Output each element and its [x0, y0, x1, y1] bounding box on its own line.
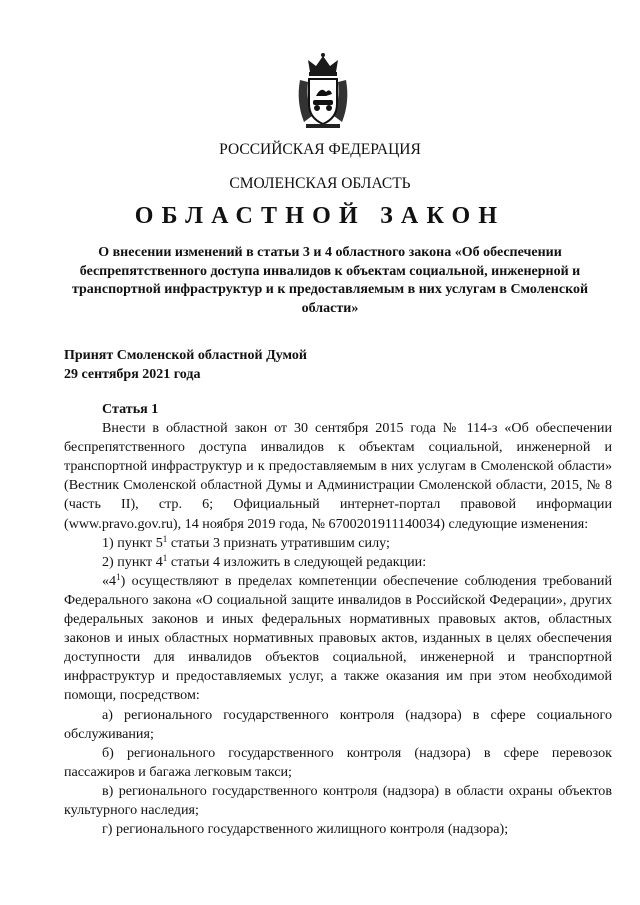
subitem-c: в) регионального государственного контроля (надзора) в области охраны объектов культурного наследия; — [64, 782, 612, 818]
quote-text-b: ) осуществляют в пределах компетенции обеспечение соблюдения требований Федерального закона «О социальной защите инвалидов в Российской Федерации», других федеральных законов и иных федеральных нормативных правовых актов, областных законов и иных областных нормативных правовых актов, изданных в целях обеспечения доступности для инвалидов объектов социальной, инженерной и транспортной инфраструктур и предоставляемых услуг, а также оказания им при этом необходимой помощи, посредством: — [64, 572, 612, 704]
subitem-b: б) регионального государственного контроля (надзора) в сфере перевозок пассажиров и багажа легковым такси; — [64, 744, 612, 780]
item-1-sup: 1 — [162, 533, 168, 544]
federation-heading: РОССИЙСКАЯ ФЕДЕРАЦИЯ — [219, 141, 421, 158]
quote-text-a: «4 — [102, 572, 117, 589]
subitem-a: а) регионального государственного контроля (надзора) в сфере социального обслуживания; — [64, 706, 612, 742]
article-title: Статья 1 — [102, 401, 159, 417]
item-1-text-b: статьи 3 признать утратившим силу; — [167, 534, 390, 551]
item-2-sup: 1 — [162, 552, 168, 563]
quoted-paragraph — [64, 572, 612, 706]
item-1 — [64, 534, 612, 553]
article-intro: Внести в областной закон от 30 сентября 2015 года № 114-з «Об обеспечении беспрепятственного доступа инвалидов к объектам социальной, инженерной и транспортной инфраструктур и к предоставляемым в них услугам в Смоленской области» (Вестник Смоленской областной Думы и Администрации Смоленской области, 2015, № 8 (часть II), стр. 6; Официальный интернет-портал правовой информации (www.pravo.gov.ru), 14 ноября 2019 года, № 6700201911140034) следующие изменения: — [64, 420, 612, 532]
region-heading: СМОЛЕНСКАЯ ОБЛАСТЬ — [229, 175, 411, 192]
smolensk-coat-of-arms-icon — [292, 52, 354, 130]
article-1 — [64, 400, 612, 839]
adoption-block — [64, 346, 307, 384]
subitem-d: г) регионального государственного жилищного контроля (надзора); — [102, 821, 509, 838]
law-subject: О внесении изменений в статьи 3 и 4 областного закона «Об обеспечении беспрепятственного доступа инвалидов к объектам социальной, инженерной и транспортной инфраструктур и к предоставляемым в них услугам в Смоленской области» — [71, 245, 589, 316]
item-1-text-a: 1) пункт 5 — [102, 534, 163, 551]
document-type-title: ОБЛАСТНОЙ ЗАКОН — [134, 203, 506, 229]
adoption-date: 29 сентября 2021 года — [64, 367, 201, 382]
adoption-body: Принят Смоленской областной Думой — [64, 348, 307, 363]
quote-sup: 1 — [116, 571, 121, 582]
item-2 — [64, 553, 612, 572]
item-2-text-b: статьи 4 изложить в следующей редакции: — [167, 553, 427, 570]
item-2-text-a: 2) пункт 4 — [102, 553, 163, 570]
